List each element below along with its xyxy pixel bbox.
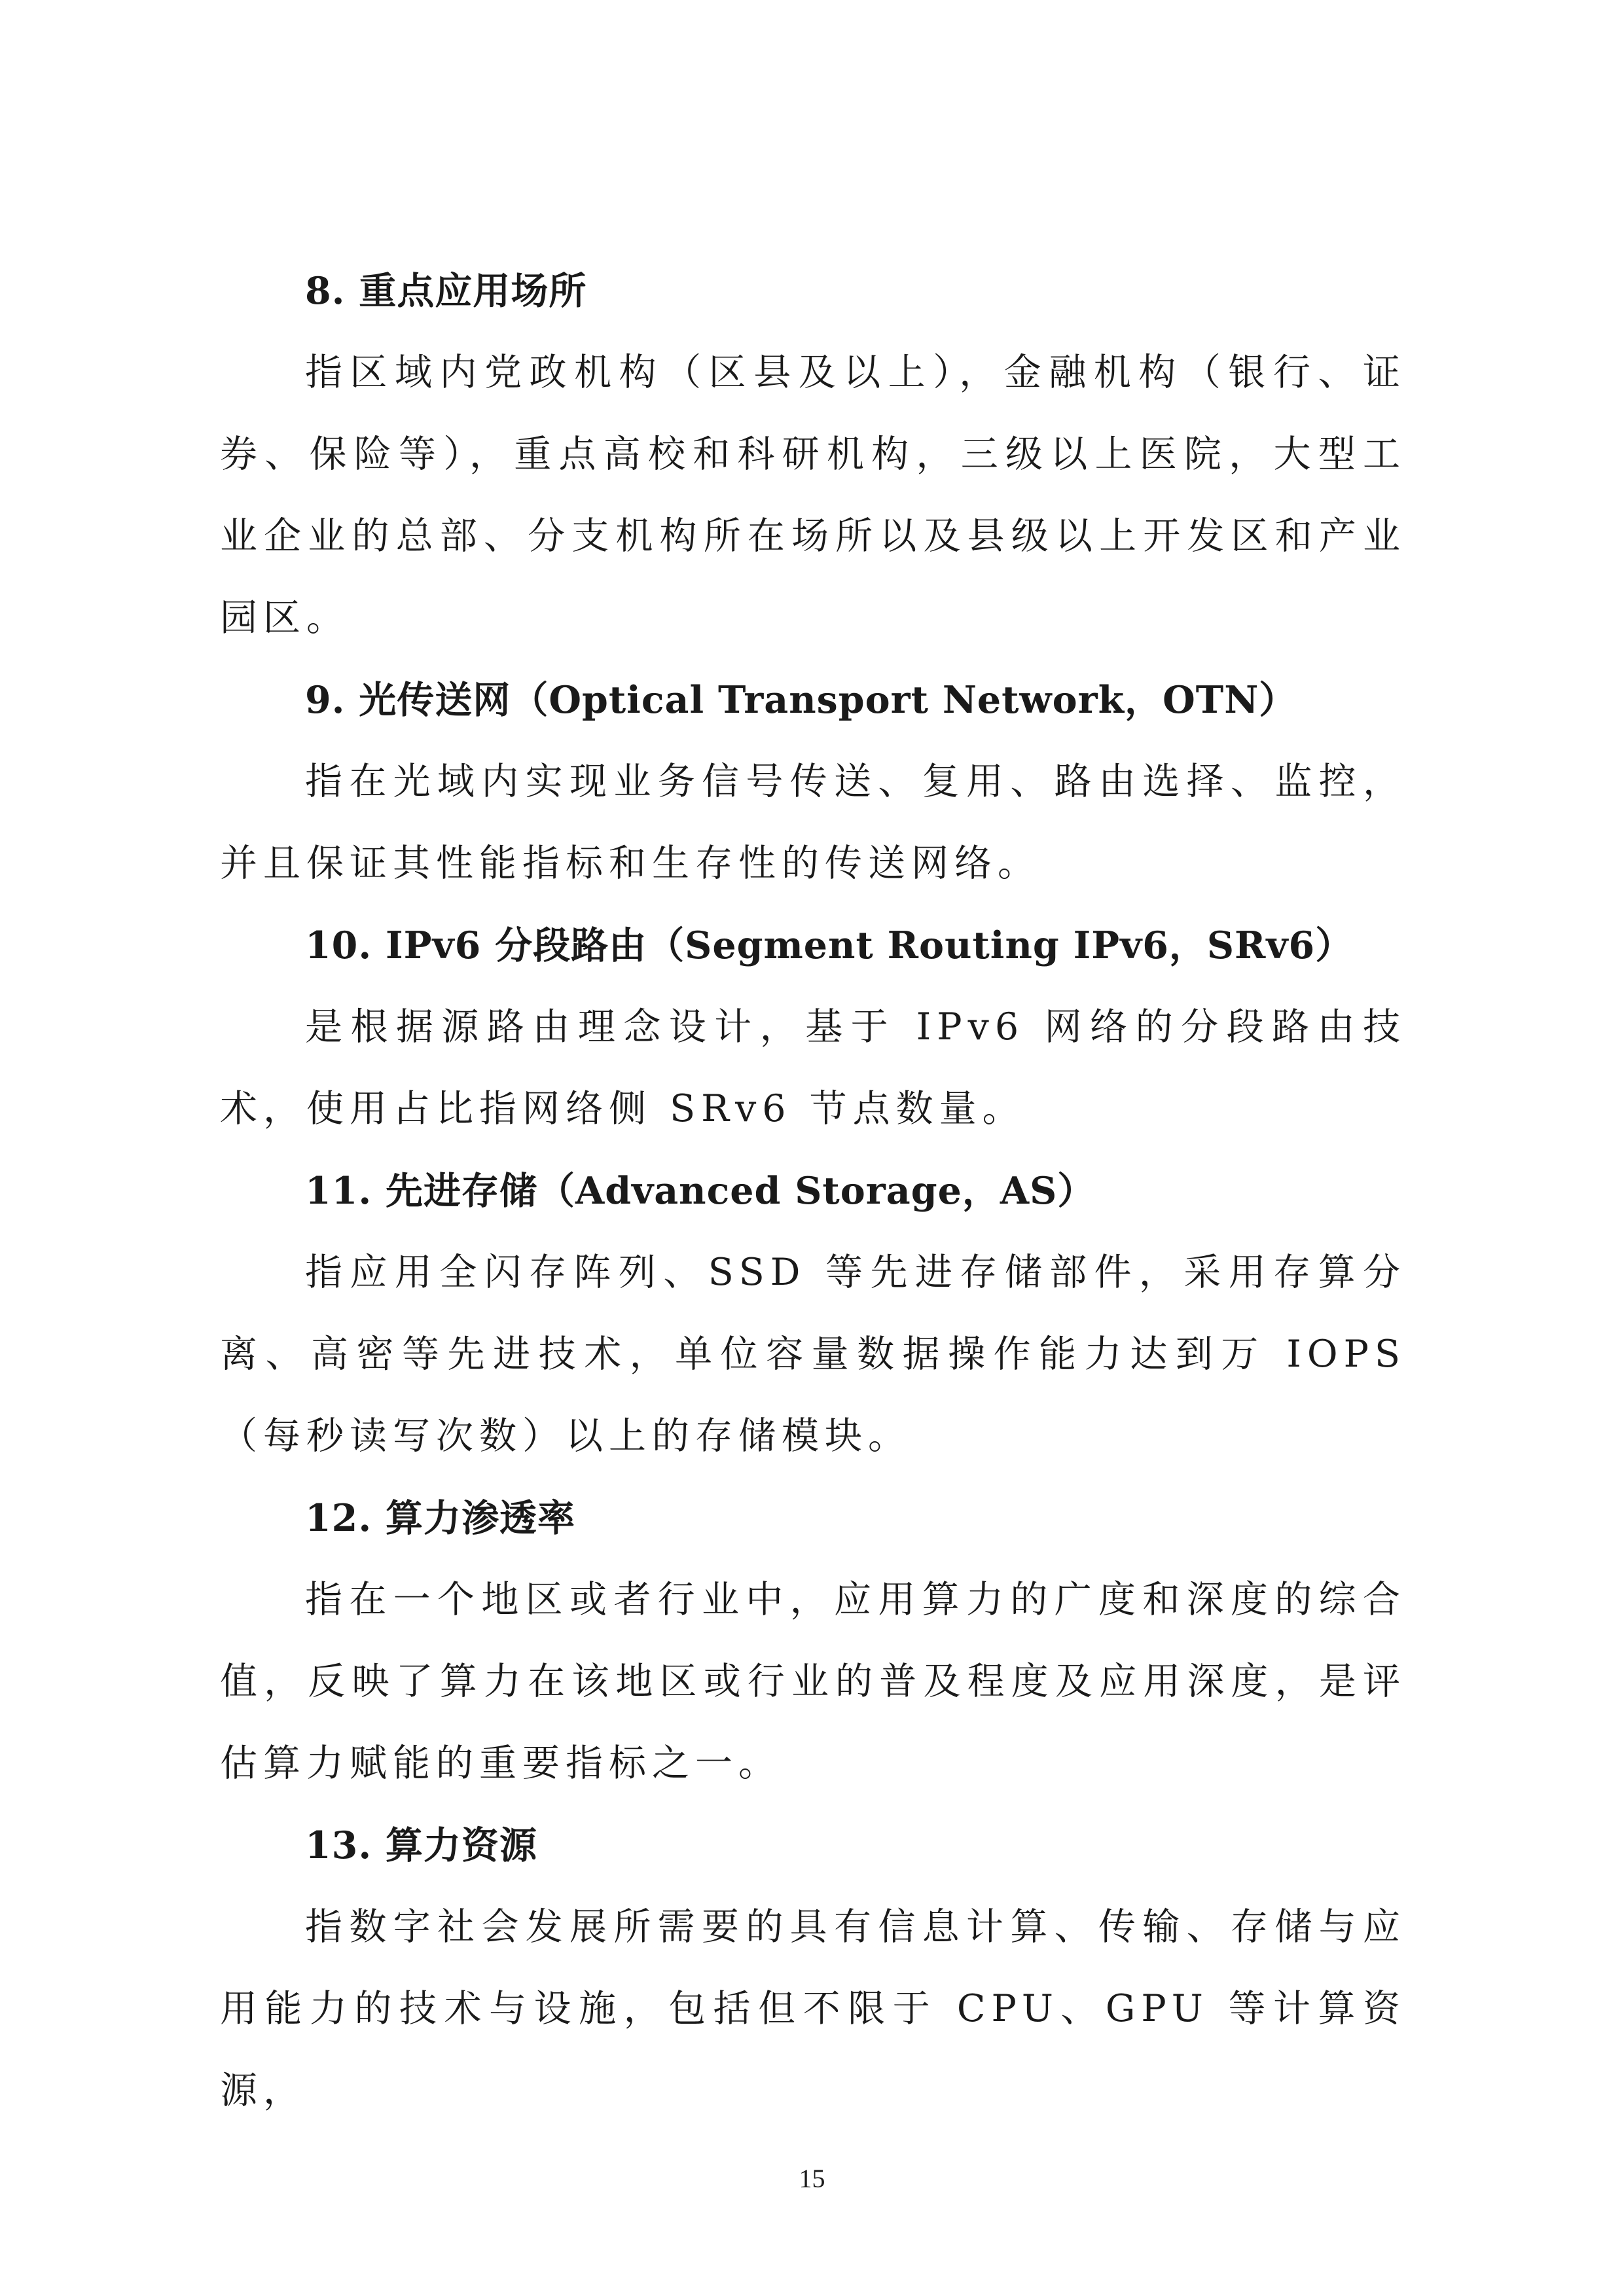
section-heading: 13. 算力资源	[305, 1823, 538, 1867]
section-9	[220, 659, 1406, 905]
section-8	[220, 250, 1406, 659]
section-12	[220, 1477, 1406, 1804]
section-heading: 11. 先进存储（Advanced Storage，AS）	[305, 1169, 1096, 1213]
section-heading: 10. IPv6 分段路由（Segment Routing IPv6，SRv6）	[305, 924, 1354, 967]
section-13	[220, 1804, 1406, 2132]
section-paragraph: 指区域内党政机构（区县及以上），金融机构（银行、证券、保险等），重点高校和科研机构，三级以上医院，大型工业企业的总部、分支机构所在场所以及县级以上开发区和产业园区。	[220, 351, 1406, 639]
section-paragraph: 是根据源路由理念设计，基于 IPv6 网络的分段路由技术，使用占比指网络侧 SRv6 节点数量。	[220, 1005, 1406, 1130]
page-number: 15	[799, 2164, 825, 2193]
section-paragraph: 指应用全闪存阵列、SSD 等先进存储部件，采用存算分离、高密等先进技术，单位容量数据操作能力达到万 IOPS（每秒读写次数）以上的存储模块。	[220, 1251, 1406, 1458]
section-paragraph: 指在光域内实现业务信号传送、复用、路由选择、监控，并且保证其性能指标和生存性的传送网络。	[220, 760, 1406, 885]
document-body	[220, 250, 1406, 2132]
section-heading: 9. 光传送网（Optical Transport Network，OTN）	[305, 678, 1297, 722]
section-paragraph: 指在一个地区或者行业中，应用算力的广度和深度的综合值，反映了算力在该地区或行业的普及程度及应用深度，是评估算力赋能的重要指标之一。	[220, 1578, 1406, 1785]
section-paragraph: 指数字社会发展所需要的具有信息计算、传输、存储与应用能力的技术与设施，包括但不限于 CPU、GPU 等计算资源，	[220, 1905, 1406, 2112]
section-11	[220, 1150, 1406, 1477]
section-10	[220, 905, 1406, 1150]
section-heading: 8. 重点应用场所	[305, 269, 587, 313]
section-heading: 12. 算力渗透率	[305, 1496, 576, 1540]
